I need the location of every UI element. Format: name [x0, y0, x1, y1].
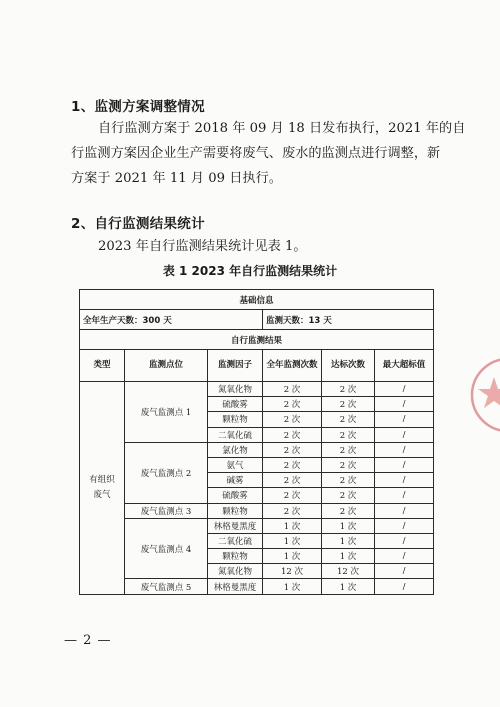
count-cell: 2 次: [263, 457, 322, 472]
count-cell: 1 次: [263, 579, 322, 594]
count-cell: 1 次: [263, 533, 322, 548]
max-exceed-cell: /: [375, 533, 434, 548]
column-header: 监测点位: [125, 350, 208, 382]
monitoring-point-cell: 废气监测点 5: [125, 579, 208, 594]
pass-cell: 2 次: [322, 397, 375, 412]
max-exceed-cell: /: [375, 397, 434, 412]
factor-cell: 氮氧化物: [208, 564, 263, 579]
max-exceed-cell: /: [375, 442, 434, 457]
section1-paragraph: [71, 116, 466, 191]
max-exceed-cell: /: [375, 427, 434, 442]
pass-cell: 2 次: [322, 457, 375, 472]
pass-cell: 1 次: [322, 533, 375, 548]
max-exceed-cell: /: [375, 503, 434, 518]
factor-cell: 氨气: [208, 457, 263, 472]
count-cell: 2 次: [263, 427, 322, 442]
count-cell: 2 次: [263, 442, 322, 457]
red-seal-stamp: [468, 355, 500, 435]
factor-cell: 颗粒物: [208, 412, 263, 427]
factor-cell: 氯化物: [208, 442, 263, 457]
factor-cell: 二氧化硫: [208, 533, 263, 548]
pass-cell: 2 次: [322, 427, 375, 442]
count-cell: 2 次: [263, 397, 322, 412]
factor-cell: 硫酸雾: [208, 397, 263, 412]
factor-cell: 颗粒物: [208, 503, 263, 518]
max-exceed-cell: /: [375, 412, 434, 427]
pass-cell: 1 次: [322, 579, 375, 594]
table-caption: 表 1 2023 年自行监测结果统计: [162, 264, 338, 278]
section2-intro: 2023 年自行监测结果统计见表 1。: [98, 239, 307, 254]
column-header: 最大超标值: [375, 350, 434, 382]
factor-cell: 颗粒物: [208, 549, 263, 564]
column-header: 全年监测次数: [263, 350, 322, 382]
pass-cell: 2 次: [322, 412, 375, 427]
max-exceed-cell: /: [375, 457, 434, 472]
table-row: [80, 382, 434, 397]
count-cell: 2 次: [263, 503, 322, 518]
pass-cell: 2 次: [322, 442, 375, 457]
pass-cell: 12 次: [322, 564, 375, 579]
para-line: 方案于 2021 年 11 月 09 日执行。: [71, 171, 282, 186]
para-line: 自行监测方案于 2018 年 09 月 18 日发布执行，2021 年的自: [98, 121, 466, 136]
pass-cell: 2 次: [322, 488, 375, 503]
factor-cell: 林格曼黑度: [208, 518, 263, 533]
production-days: 全年生产天数：300 天: [80, 310, 263, 330]
pass-cell: 2 次: [322, 473, 375, 488]
monitoring-point-cell: 废气监测点 1: [125, 382, 208, 443]
max-exceed-cell: /: [375, 382, 434, 397]
count-cell: 2 次: [263, 488, 322, 503]
max-exceed-cell: /: [375, 564, 434, 579]
monitoring-point-cell: 废气监测点 3: [125, 503, 208, 518]
count-cell: 2 次: [263, 412, 322, 427]
column-header: 类型: [80, 350, 125, 382]
para-line: 行监测方案因企业生产需要将废气、废水的监测点进行调整，新: [71, 146, 441, 161]
table-row: [80, 503, 434, 518]
basic-info-header: 基础信息: [80, 290, 434, 310]
table-row: [80, 518, 434, 533]
pass-cell: 1 次: [322, 549, 375, 564]
max-exceed-cell: /: [375, 549, 434, 564]
section1-heading: 1、监测方案调整情况: [71, 99, 205, 115]
factor-cell: 氮氧化物: [208, 382, 263, 397]
monitoring-results-table: [79, 289, 434, 595]
count-cell: 1 次: [263, 518, 322, 533]
max-exceed-cell: /: [375, 518, 434, 533]
type-cell: 有组织废气: [80, 382, 125, 595]
monitoring-point-cell: 废气监测点 4: [125, 518, 208, 579]
factor-cell: 碱雾: [208, 473, 263, 488]
factor-cell: 林格曼黑度: [208, 579, 263, 594]
column-header: 达标次数: [322, 350, 375, 382]
max-exceed-cell: /: [375, 488, 434, 503]
pass-cell: 2 次: [322, 382, 375, 397]
max-exceed-cell: /: [375, 473, 434, 488]
section2-heading: 2、自行监测结果统计: [71, 216, 205, 232]
max-exceed-cell: /: [375, 579, 434, 594]
factor-cell: 二氧化硫: [208, 427, 263, 442]
table-row: [80, 442, 434, 457]
count-cell: 2 次: [263, 473, 322, 488]
table-row: [80, 579, 434, 594]
monitoring-point-cell: 废气监测点 2: [125, 442, 208, 503]
results-header: 自行监测结果: [80, 330, 434, 350]
page-number: — 2 —: [64, 633, 112, 648]
pass-cell: 2 次: [322, 503, 375, 518]
count-cell: 1 次: [263, 549, 322, 564]
column-header: 监测因子: [208, 350, 263, 382]
pass-cell: 1 次: [322, 518, 375, 533]
monitoring-days: 监测天数：13 天: [263, 310, 434, 330]
factor-cell: 硫酸雾: [208, 488, 263, 503]
count-cell: 12 次: [263, 564, 322, 579]
count-cell: 2 次: [263, 382, 322, 397]
